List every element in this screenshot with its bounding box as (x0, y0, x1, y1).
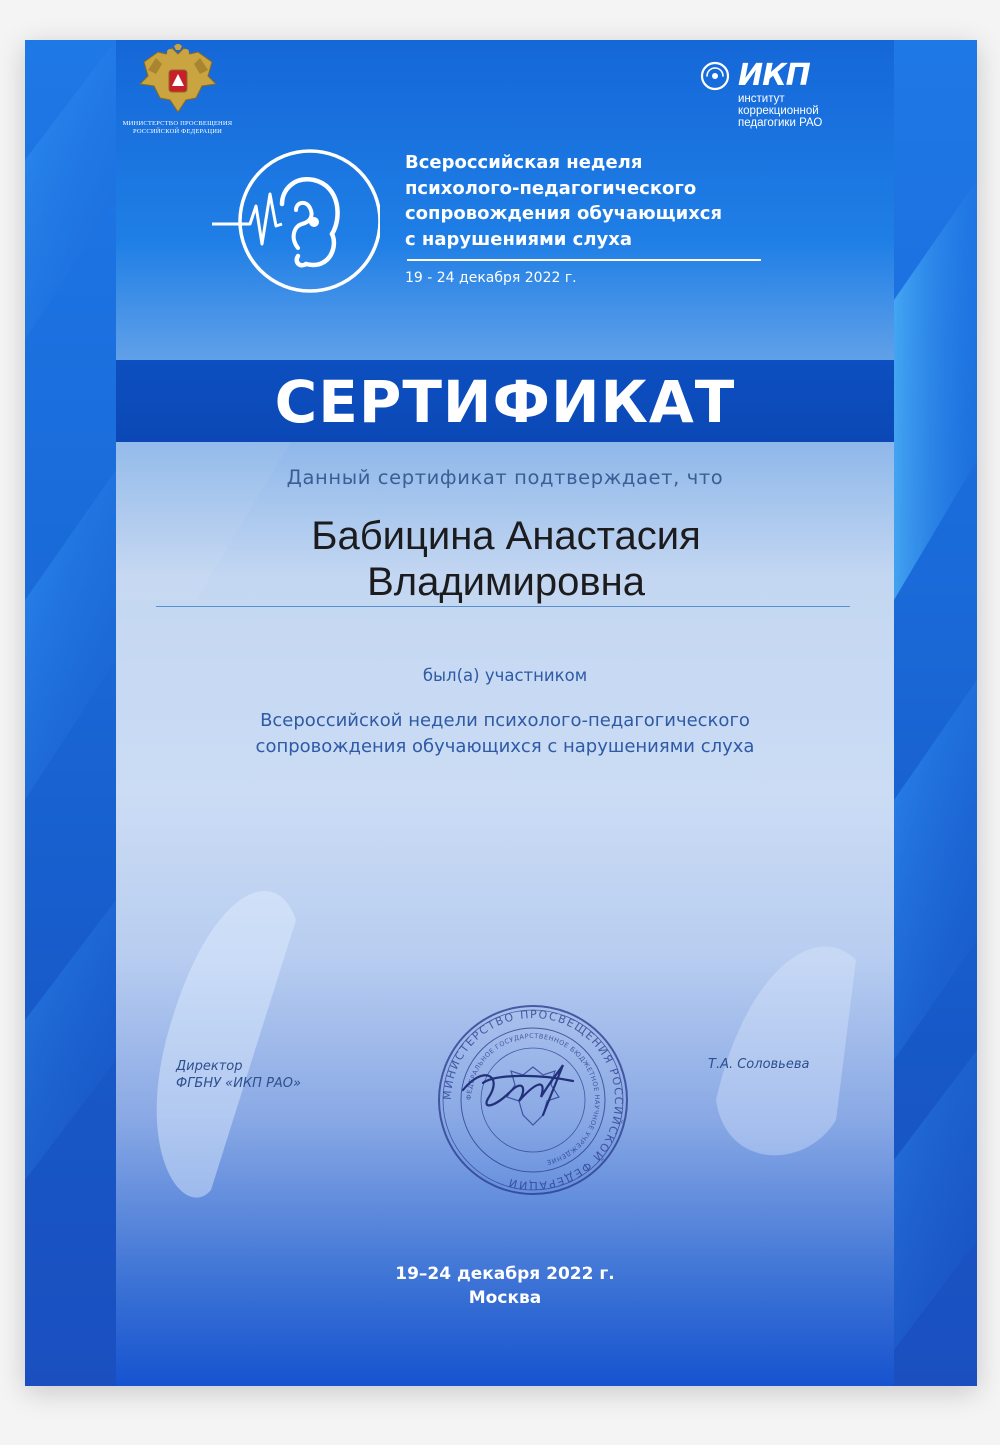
stamp-ring-text: МИНИСТЕРСТВО ПРОСВЕЩЕНИЯ РОССИЙСКОЙ ФЕДЕРАЦИИ (440, 1007, 626, 1193)
footer-dates: 19–24 декабря 2022 г. (395, 1264, 615, 1284)
event-dates: 19 - 24 декабря 2022 г. (405, 270, 577, 286)
event-title-line3: сопровождения обучающихся (405, 203, 723, 224)
recipient-name-line2: Владимировна (367, 560, 645, 604)
ministry-text-line2: РОССИЙСКОЙ ФЕДЕРАЦИИ (132, 128, 223, 135)
recipient-name-line1: Бабицина Анастасия (311, 514, 701, 558)
event-title-line2: психолого-педагогического (405, 177, 697, 199)
event-title-line1: Всероссийская неделя (405, 152, 643, 173)
ear-with-pulse-icon (210, 146, 380, 296)
event-description-line2: сопровождения обучающихся с нарушениями слуха (255, 736, 755, 757)
event-description (116, 708, 894, 760)
ikp-logo (696, 58, 836, 129)
ikp-sub-line2: коррекционной (738, 105, 819, 117)
footer (116, 1262, 894, 1310)
ministry-text-line1: МИНИСТЕРСТВО ПРОСВЕЩЕНИЯ (122, 120, 233, 127)
ministry-logo (120, 44, 235, 136)
event-title (405, 150, 785, 252)
name-underline (156, 606, 850, 607)
director-title (176, 1058, 301, 1092)
event-description-line1: Всероссийской недели психолого-педагогического (260, 710, 750, 731)
director-line1: Директор (176, 1059, 243, 1074)
certificate-heading: СЕРТИФИКАТ (274, 368, 736, 436)
double-headed-eagle-icon (136, 44, 220, 116)
ikp-name: ИКП (738, 58, 810, 93)
official-stamp (423, 1005, 643, 1195)
swirl-logo-icon (696, 59, 734, 93)
event-title-line4: с нарушениями слуха (405, 228, 633, 250)
ikp-sub-line3: педагогики РАО (738, 117, 823, 129)
recipient-name (156, 513, 856, 605)
confirm-text: Данный сертификат подтверждает, что (286, 466, 724, 489)
signer-name: Т.А. Соловьева (708, 1057, 810, 1072)
event-title-divider (407, 259, 761, 261)
participant-text: был(а) участником (422, 666, 588, 685)
svg-text:ФЕДЕРАЛЬНОЕ ГОСУДАРСТВЕННОЕ БЮ (465, 1032, 601, 1167)
ikp-sub-line1: институт (738, 93, 785, 105)
footer-city: Москва (468, 1288, 542, 1308)
stamp-inner-text: ФЕДЕРАЛЬНОЕ ГОСУДАРСТВЕННОЕ БЮДЖЕТНОЕ НАУЧНОЕ УЧРЕЖДЕНИЕ (464, 1031, 602, 1167)
director-line2: ФГБНУ «ИКП РАО» (176, 1076, 302, 1091)
